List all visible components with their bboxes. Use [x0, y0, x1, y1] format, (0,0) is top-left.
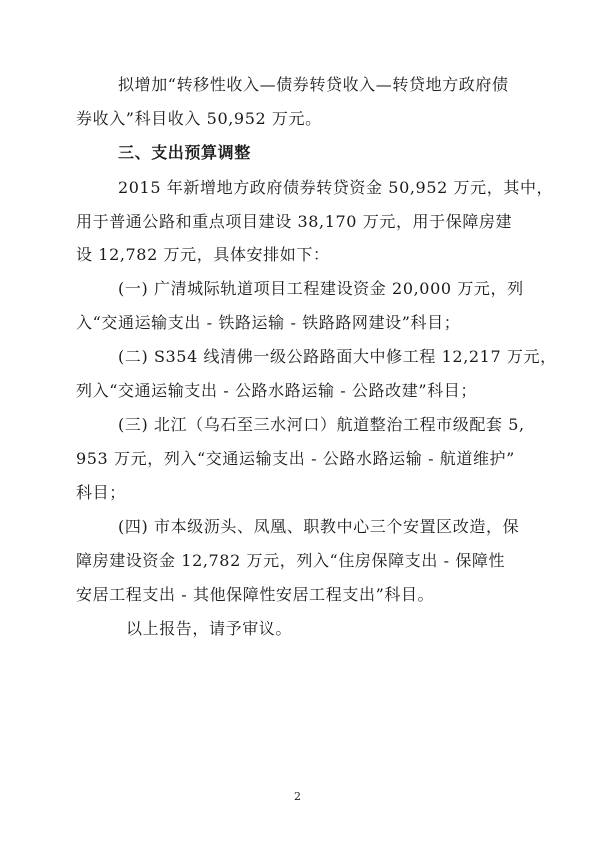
- paragraph-2-line-3: 设 12,782 万元，具体安排如下：: [76, 245, 330, 264]
- item-3-line-2: 953 万元，列入“交通运输支出 - 公路水路运输 - 航道维护”: [76, 449, 515, 468]
- item-2-line-2: 列入“交通运输支出 - 公路水路运输 - 公路改建”科目；: [76, 381, 477, 400]
- paragraph-1-line-1: 拟增加“转移性收入—债券转贷收入—转贷地方政府债: [118, 75, 509, 94]
- item-4-line-1: (四) 市本级沥头、凤凰、职教中心三个安置区改造，保: [118, 517, 520, 536]
- page-number: 2: [294, 790, 301, 803]
- item-3-line-3: 科目；: [76, 483, 126, 502]
- paragraph-2-line-2: 用于普通公路和重点项目建设 38,170 万元，用于保障房建: [76, 212, 513, 231]
- closing-line: 以上报告，请予审议。: [126, 619, 293, 638]
- item-4-line-2: 障房建设资金 12,782 万元，列入“住房保障支出 - 保障性: [76, 551, 506, 570]
- item-2-line-1: (二) S354 线清佛一级公路路面大中修工程 12,217 万元，: [118, 347, 557, 366]
- item-1-line-2: 入“交通运输支出 - 铁路运输 - 铁路路网建设”科目；: [76, 313, 461, 332]
- section-heading: 三、支出预算调整: [118, 143, 251, 162]
- item-1-line-1: (一) 广清城际轨道项目工程建设资金 20,000 万元，列: [118, 279, 524, 298]
- paragraph-1-line-2: 券收入”科目收入 50,952 万元。: [76, 109, 322, 128]
- paragraph-2-line-1: 2015 年新增地方政府债券转贷资金 50,952 万元，其中，: [118, 178, 554, 197]
- item-3-line-1: (三) 北江（乌石至三水河口）航道整治工程市级配套 5,: [118, 415, 525, 434]
- item-4-line-3: 安居工程支出 - 其他保障性安居工程支出”科目。: [76, 585, 435, 604]
